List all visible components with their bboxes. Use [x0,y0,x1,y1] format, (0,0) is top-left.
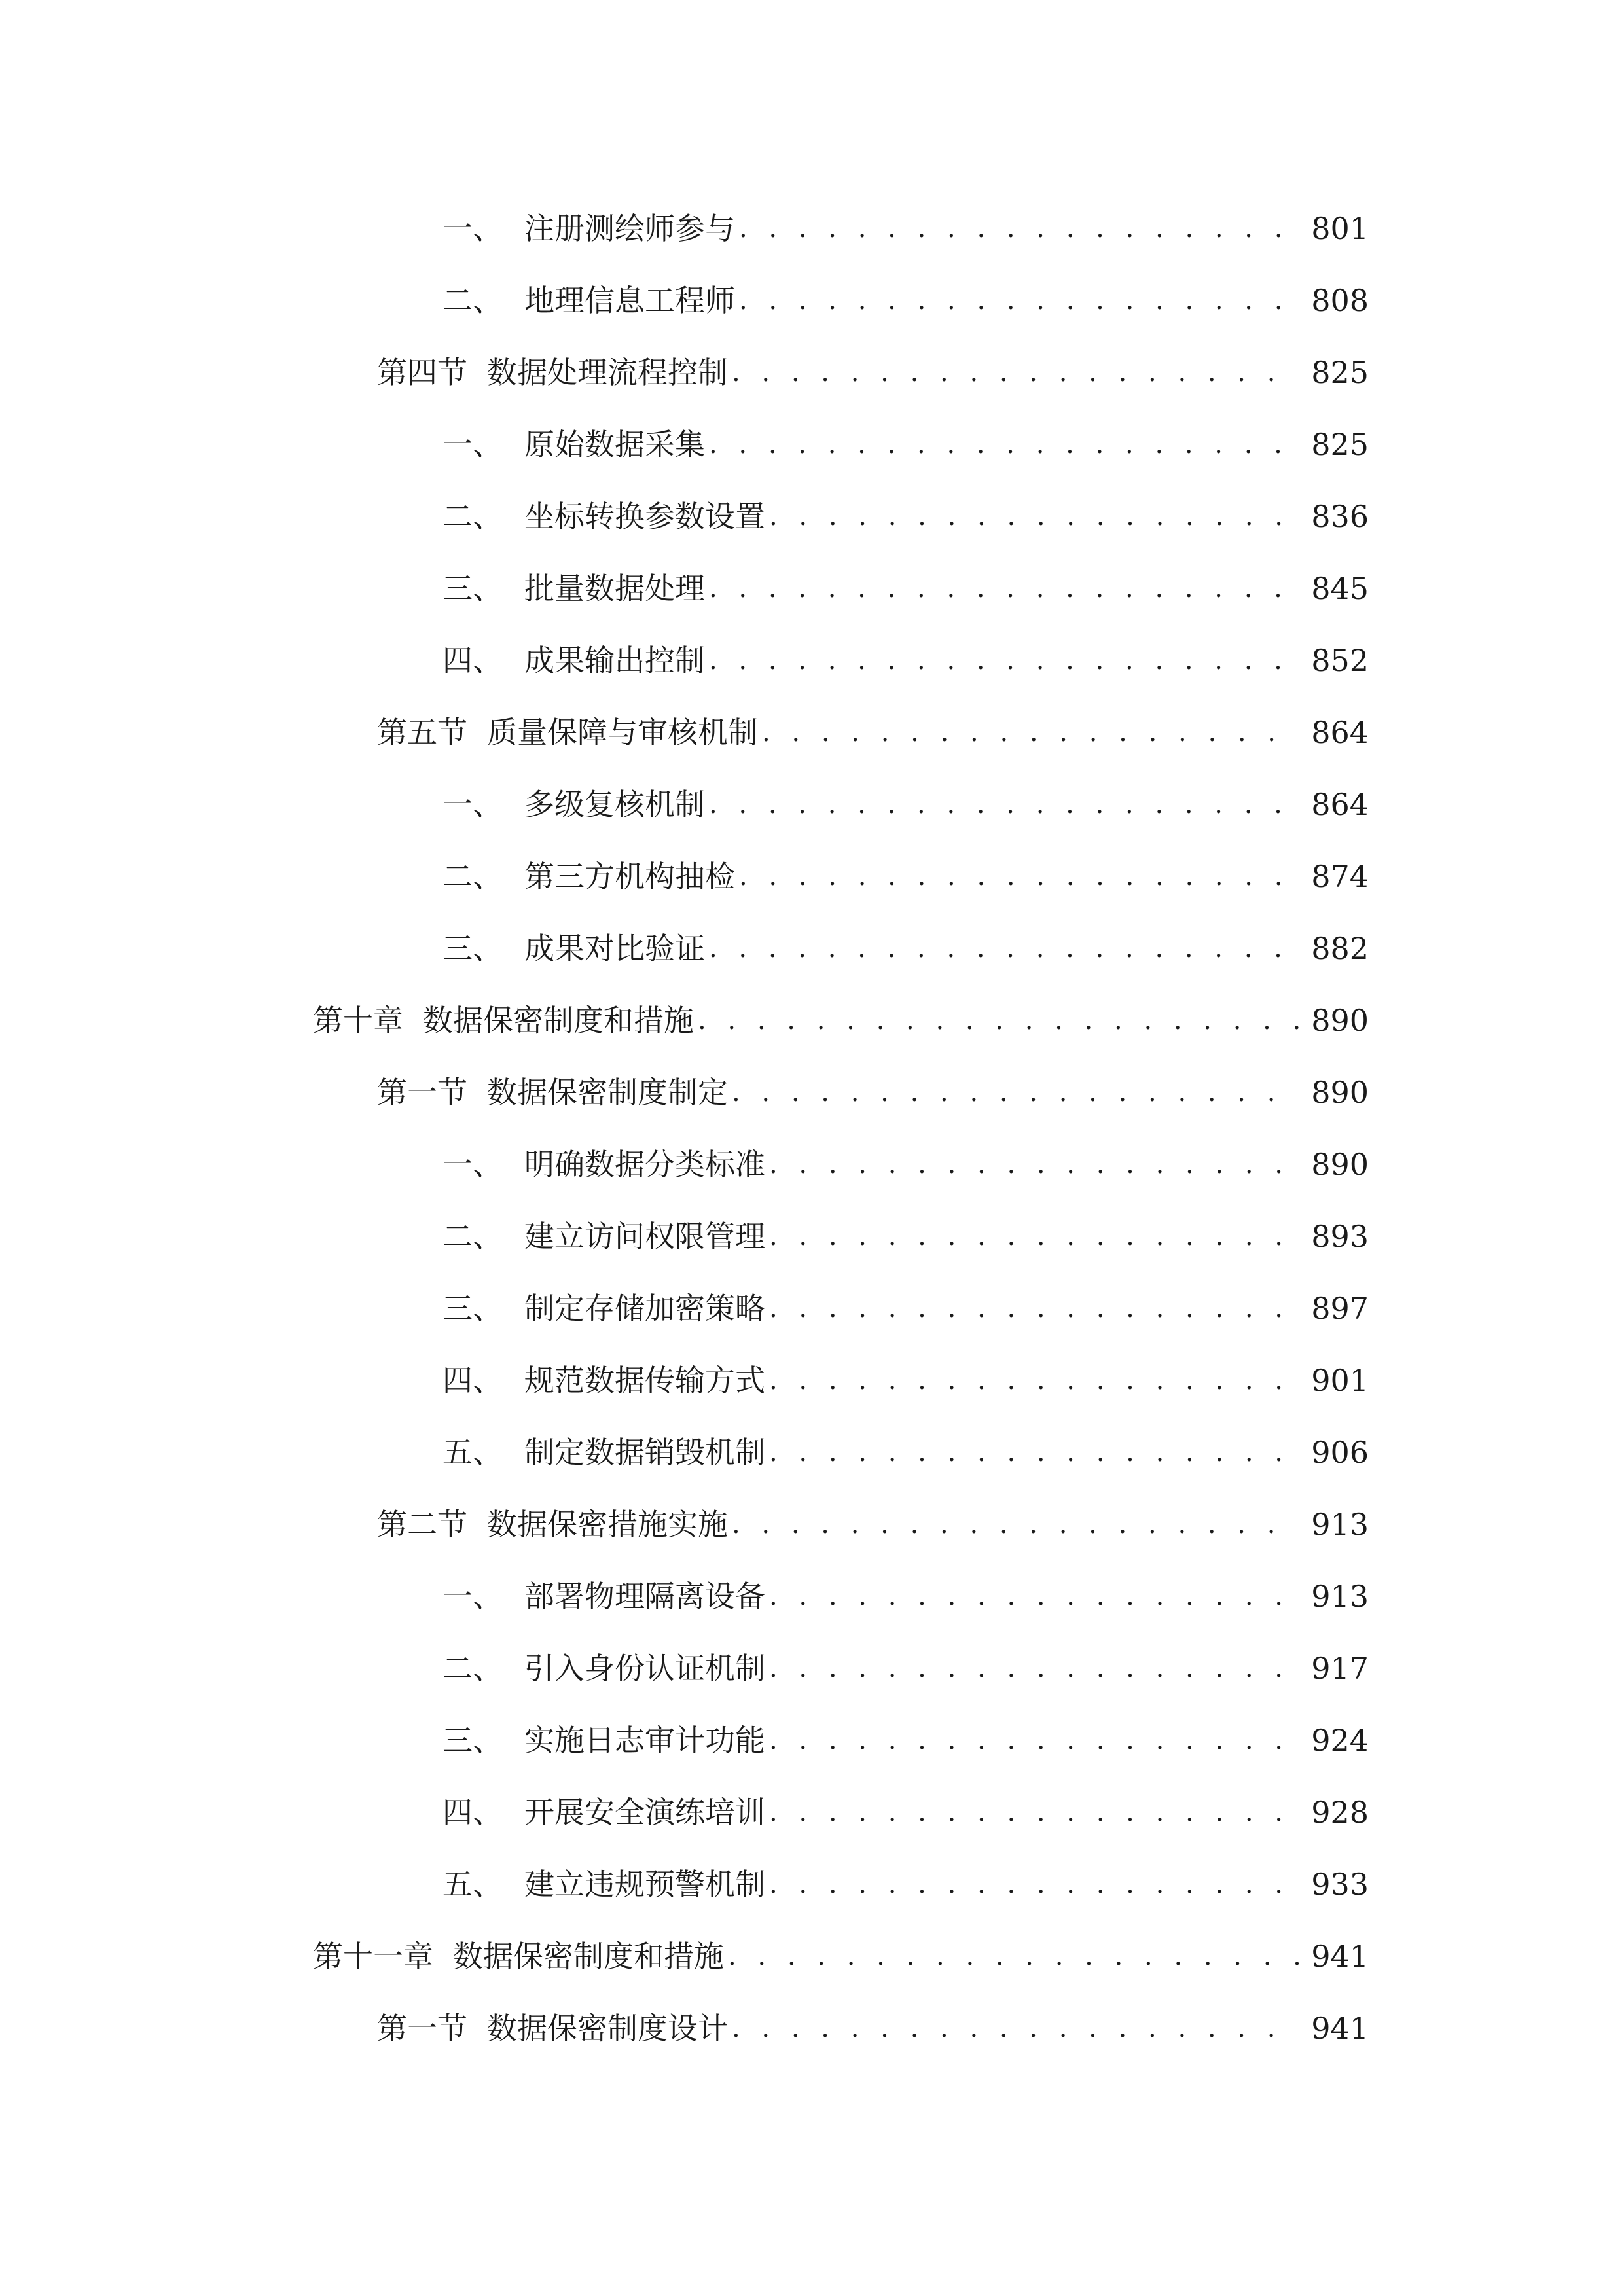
toc-entry-page: 882 [1311,931,1369,966]
toc-dot-leader [709,922,1299,975]
toc-entry-number: 一、 [442,427,503,462]
toc-entry[interactable] [442,274,1369,327]
toc-entry-page: 917 [1311,1651,1369,1686]
toc-entry[interactable] [442,562,1369,615]
toc-dot-leader [709,562,1299,615]
toc-entry-title: 数据保密制度设计 [487,2011,728,2046]
toc-dot-leader [769,1642,1299,1695]
toc-dot-leader [769,1714,1299,1767]
toc-entry-number: 第一节 [377,2011,467,2046]
toc-entry-title: 注册测绘师参与 [524,211,735,246]
toc-entry[interactable] [442,850,1369,903]
toc-entry-number: 第四节 [377,355,467,390]
toc-entry-number: 一、 [442,787,503,822]
toc-entry[interactable] [377,1066,1369,1119]
toc-entry-title: 数据保密制度和措施 [453,1939,724,1974]
toc-dot-leader [769,1210,1299,1263]
toc-entry-title: 制定数据销毁机制 [524,1435,765,1470]
toc-dot-leader [709,418,1299,471]
toc-entry-page: 906 [1311,1435,1369,1470]
toc-dot-leader [769,1354,1299,1407]
toc-entry-page: 933 [1311,1867,1369,1902]
toc-entry-number: 第一节 [377,1075,467,1110]
toc-entry-number: 五、 [442,1435,503,1470]
toc-entry-page: 864 [1311,715,1369,750]
toc-entry-title: 数据保密制度制定 [487,1075,728,1110]
toc-entry-page: 913 [1311,1507,1369,1542]
toc-dot-leader [739,850,1299,903]
toc-entry-number: 二、 [442,1651,503,1686]
toc-entry-number: 四、 [442,1795,503,1830]
toc-dot-leader [728,1930,1299,1982]
toc-entry-title: 第三方机构抽检 [524,859,735,894]
toc-entry-number: 第十章 [313,1003,403,1038]
toc-dot-leader [709,634,1299,687]
toc-entry-number: 三、 [442,1291,503,1326]
toc-entry-title: 质量保障与审核机制 [487,715,758,750]
toc-entry-page: 874 [1311,859,1369,894]
toc-entry-page: 801 [1311,211,1369,246]
toc-dot-leader [732,2002,1299,2054]
toc-entry[interactable] [442,1858,1369,1910]
toc-entry[interactable] [442,1426,1369,1479]
toc-entry-number: 一、 [442,211,503,246]
toc-entry-page: 928 [1311,1795,1369,1830]
toc-entry-page: 808 [1311,283,1369,318]
toc-entry[interactable] [442,1282,1369,1335]
toc-entry-page: 890 [1311,1147,1369,1182]
toc-entry-title: 坐标转换参数设置 [524,499,765,534]
toc-entry-title: 数据保密制度和措施 [423,1003,694,1038]
toc-entry-page: 941 [1311,2011,1369,2046]
toc-dot-leader [739,202,1299,255]
toc-entry[interactable] [377,346,1369,399]
toc-entry-number: 五、 [442,1867,503,1902]
toc-entry-title: 原始数据采集 [524,427,705,462]
toc-dot-leader [769,1282,1299,1335]
toc-entry-title: 建立访问权限管理 [524,1219,765,1254]
toc-entry-page: 864 [1311,787,1369,822]
toc-entry[interactable] [442,1138,1369,1191]
toc-entry[interactable] [377,1498,1369,1551]
toc-entry[interactable] [442,1210,1369,1263]
toc-entry-title: 明确数据分类标准 [524,1147,765,1182]
toc-entry-page: 901 [1311,1363,1369,1398]
toc-dot-leader [709,778,1299,831]
toc-entry[interactable] [442,634,1369,687]
toc-entry-title: 制定存储加密策略 [524,1291,765,1326]
toc-dot-leader [732,1498,1299,1551]
toc-entry[interactable] [313,1930,1369,1982]
toc-entry-page: 852 [1311,643,1369,678]
toc-entry[interactable] [442,778,1369,831]
toc-entry-page: 845 [1311,571,1369,606]
toc-entry-page: 825 [1311,355,1369,390]
toc-entry-number: 一、 [442,1147,503,1182]
toc-entry-page: 941 [1311,1939,1369,1974]
toc-dot-leader [769,1570,1299,1623]
toc-entry-number: 四、 [442,643,503,678]
toc-dot-leader [732,1066,1299,1119]
toc-entry-page: 825 [1311,427,1369,462]
toc-entry-title: 部署物理隔离设备 [524,1579,765,1614]
toc-entry-number: 第十一章 [313,1939,433,1974]
toc-dot-leader [769,1138,1299,1191]
toc-entry-number: 二、 [442,1219,503,1254]
toc-entry-number: 三、 [442,1723,503,1758]
toc-entry-number: 四、 [442,1363,503,1398]
toc-entry[interactable] [377,2002,1369,2054]
toc-entry-title: 成果输出控制 [524,643,705,678]
toc-dot-leader [762,706,1299,759]
toc-entry-title: 实施日志审计功能 [524,1723,765,1758]
toc-entry-page: 890 [1311,1075,1369,1110]
toc-dot-leader [739,274,1299,327]
toc-entry-number: 二、 [442,859,503,894]
toc-entry-page: 897 [1311,1291,1369,1326]
toc-dot-leader [769,1786,1299,1839]
toc-entry-page: 913 [1311,1579,1369,1614]
toc-entry-page: 924 [1311,1723,1369,1758]
toc-entry-number: 三、 [442,571,503,606]
toc-dot-leader [769,1858,1299,1910]
toc-entry-title: 成果对比验证 [524,931,705,966]
toc-entry-title: 地理信息工程师 [524,283,735,318]
toc-entry-title: 规范数据传输方式 [524,1363,765,1398]
toc-entry-number: 二、 [442,283,503,318]
toc-entry[interactable] [442,1642,1369,1695]
toc-entry[interactable] [442,1714,1369,1767]
toc-entry-page: 893 [1311,1219,1369,1254]
toc-entry-title: 引入身份认证机制 [524,1651,765,1686]
toc-entry[interactable] [442,490,1369,543]
toc-dot-leader [698,994,1299,1047]
toc-entry-number: 一、 [442,1579,503,1614]
toc-entry-title: 多级复核机制 [524,787,705,822]
toc-entry-title: 建立违规预警机制 [524,1867,765,1902]
toc-entry[interactable] [442,922,1369,975]
toc-entry[interactable] [442,202,1369,255]
toc-entry-number: 三、 [442,931,503,966]
toc-entry[interactable] [442,1354,1369,1407]
toc-entry-number: 二、 [442,499,503,534]
toc-dot-leader [769,490,1299,543]
toc-dot-leader [769,1426,1299,1479]
toc-entry-page: 890 [1311,1003,1369,1038]
toc-entry-title: 批量数据处理 [524,571,705,606]
toc-entry[interactable] [442,418,1369,471]
toc-entry[interactable] [442,1570,1369,1623]
toc-entry-title: 开展安全演练培训 [524,1795,765,1830]
toc-entry-number: 第二节 [377,1507,467,1542]
toc-entry[interactable] [313,994,1369,1047]
toc-entry-page: 836 [1311,499,1369,534]
toc-entry-number: 第五节 [377,715,467,750]
toc-dot-leader [732,346,1299,399]
toc-entry-title: 数据保密措施实施 [487,1507,728,1542]
toc-entry[interactable] [442,1786,1369,1839]
toc-entry[interactable] [377,706,1369,759]
toc-entry-title: 数据处理流程控制 [487,355,728,390]
